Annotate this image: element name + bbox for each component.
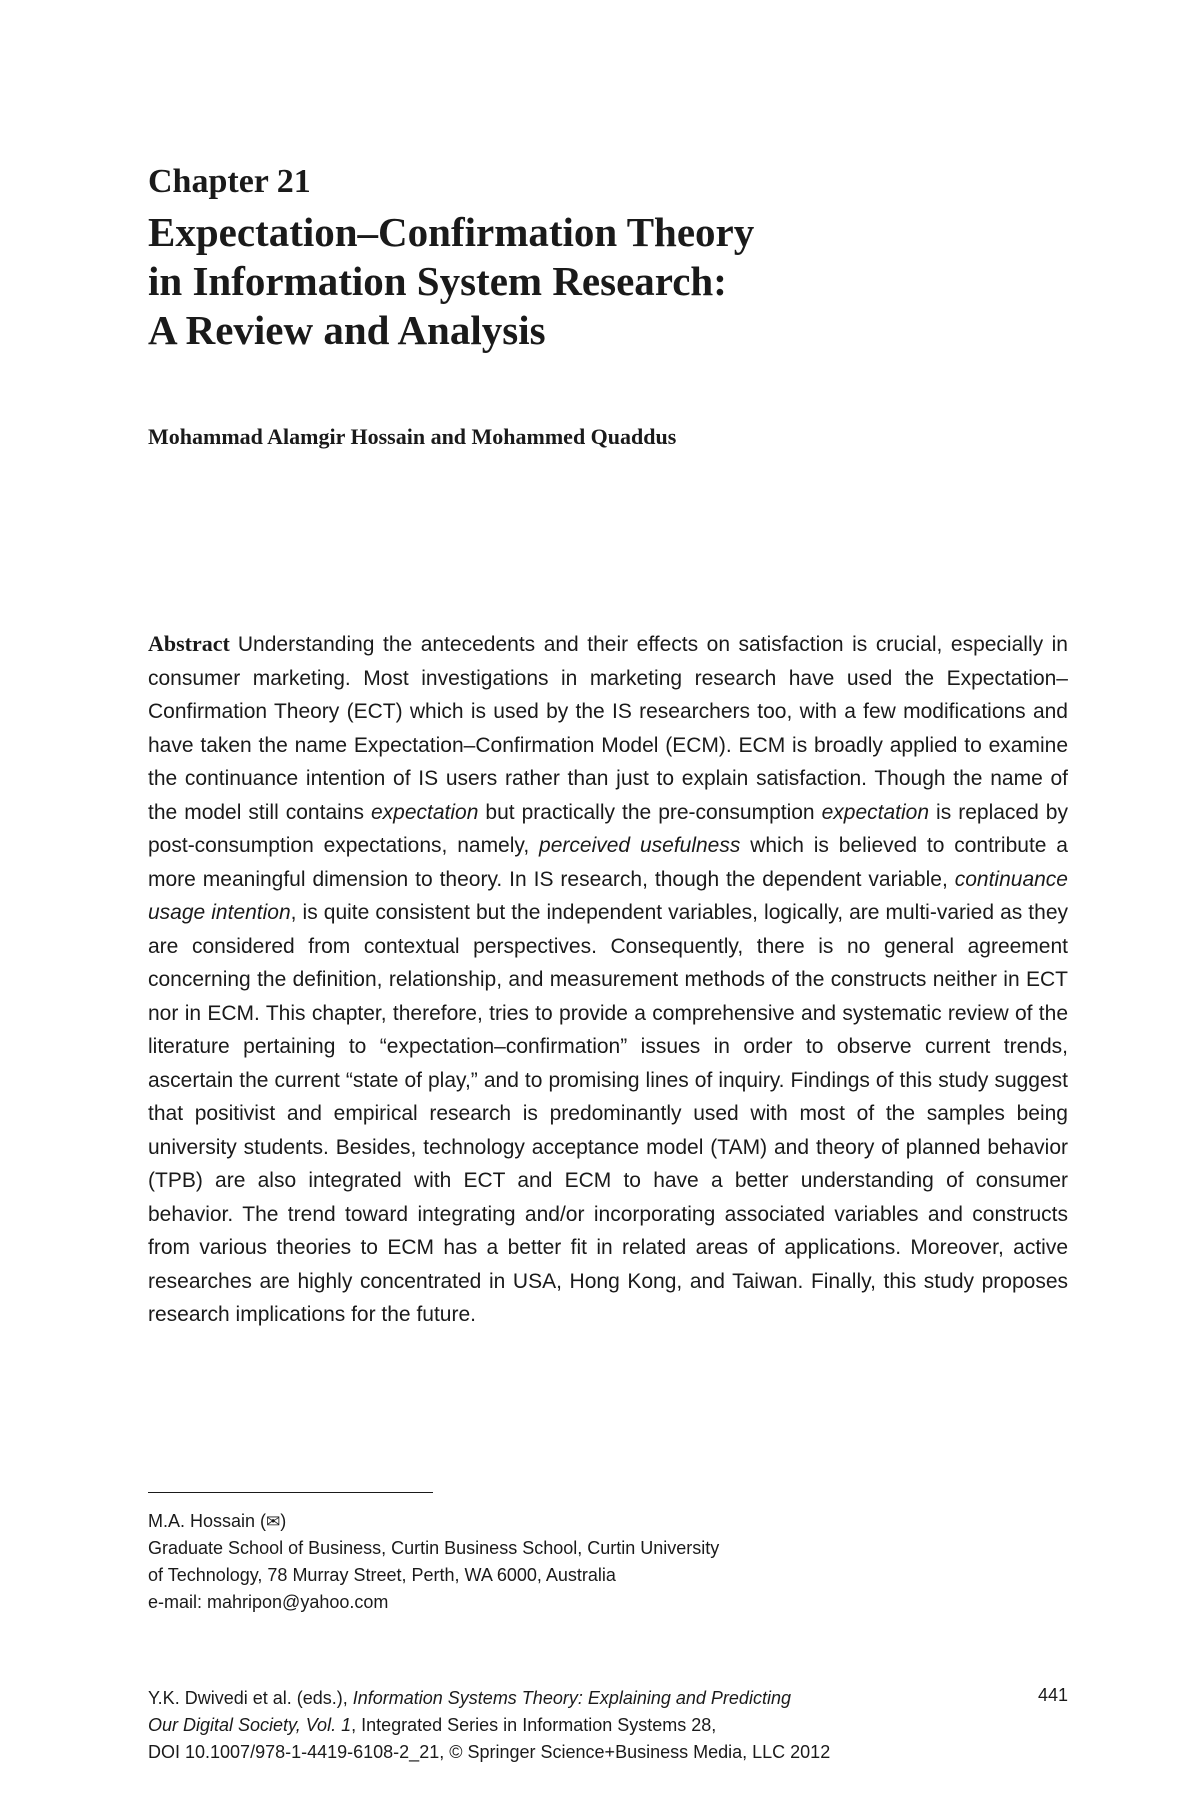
affiliation-line: of Technology, 78 Murray Street, Perth, WA 6000, Australia: [148, 1565, 616, 1585]
chapter-title-line: in Information System Research:: [148, 258, 727, 304]
page: [148, 0, 1068, 1820]
affiliation-line: Graduate School of Business, Curtin Business School, Curtin University: [148, 1538, 720, 1558]
citation-series: , Integrated Series in Information Systems 28,: [351, 1715, 717, 1735]
citation-line: [148, 1685, 1068, 1712]
author-affiliation: [148, 1508, 1048, 1616]
abstract-emphasis: expectation: [821, 800, 930, 824]
abstract-text: which is believed to contribute a more meaningful dimension to theory. In IS research, though the dependent variable,: [148, 834, 1068, 891]
citation-footer: [148, 1685, 1068, 1766]
chapter-title-line: Expectation–Confirmation Theory: [148, 209, 755, 255]
chapter-title-line: A Review and Analysis: [148, 307, 546, 353]
abstract-text: is replaced by post-consumption expectations, namely,: [148, 800, 1068, 857]
citation-editors: Y.K. Dwivedi et al. (eds.),: [148, 1688, 353, 1708]
affiliation-author-line: [148, 1508, 1048, 1535]
citation-line: [148, 1712, 1068, 1739]
abstract-emphasis: perceived usefulness: [539, 834, 741, 857]
affiliation-author-name: M.A. Hossain (: [148, 1511, 267, 1531]
authors: Mohammad Alamgir Hossain and Mohammed Quaddus: [148, 424, 677, 449]
abstract-emphasis: continuance usage intention: [148, 867, 1068, 924]
citation-doi: DOI 10.1007/978-1-4419-6108-2_21, © Springer Science+Business Media, LLC 2012: [148, 1742, 831, 1762]
envelope-icon: ✉: [266, 1512, 281, 1531]
abstract-label: Abstract: [148, 631, 230, 656]
affiliation-email: e-mail: mahripon@yahoo.com: [148, 1592, 389, 1612]
chapter-label: Chapter 21: [148, 163, 311, 200]
abstract-emphasis: expectation: [370, 800, 479, 824]
abstract-text: , is quite consistent but the independent variables, logically, are multi-varied as they are considered from contextual perspectives. Consequently, there is no general agreement concerning the definition, relationship, and measurement methods of the constructs neither in ECT nor in ECM. This chapter, therefore, tries to provide a comprehensive and systematic review of the literature pertaining to “expectation–confirmation” issues in order to observe current trends, ascertain the current “state of play,” and to promising lines of inquiry. Findings of this study suggest that positivist and empirical research is predominantly used with most of the samples being university students. Besides, technology acceptance model (TAM) and theory of planned behavior (TPB) are also integrated with ECT and ECM to have a better understanding of consumer behavior. The trend toward integrating and/or incorporating associated variables and constructs from various theories to ECM has a better fit in related areas of applications. Moreover, active researches are highly concentrated in USA, Hong Kong, and Taiwan. Finally, this study proposes research implications for the future.: [148, 901, 1068, 1326]
citation-book-title: Information Systems Theory: Explaining and Predicting: [352, 1688, 791, 1708]
page-number: 441: [1037, 1685, 1068, 1705]
chapter-title: [148, 208, 1048, 355]
footnote-divider: [148, 1492, 433, 1493]
citation-book-title-cont: Our Digital Society, Vol. 1: [148, 1715, 352, 1735]
abstract-text: but practically the pre-consumption: [478, 800, 822, 824]
affiliation-author-close: ): [280, 1511, 287, 1531]
abstract: [148, 627, 1068, 1332]
abstract-text: Understanding the antecedents and their effects on satisfaction is crucial, especially in consumer marketing. Most investigations in marketing research have used the Expectation–Confirmation Theory (ECT) which is used by the IS researchers too, with a few modifications and have taken the name Expectation–Confirmation Model (ECM). ECM is broadly applied to examine the continuance intention of IS users rather than just to explain satisfaction. Though the name of the model still contains: [148, 633, 1068, 824]
